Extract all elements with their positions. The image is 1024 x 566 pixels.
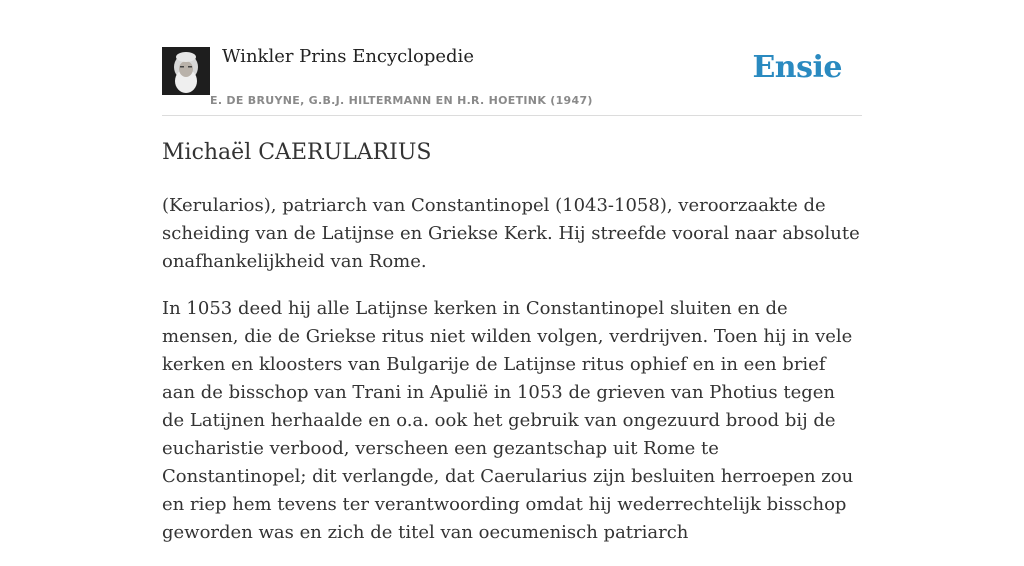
portrait-icon: [162, 47, 210, 95]
paragraph: In 1053 deed hij alle Latijnse kerken in Constantinopel sluiten en de mensen, die de Griekse ritus niet wilden volgen, verdrijven. Toen hij in vele kerken en kloosters van Bulgarije de Latijnse ritus ophief en in een brief aan de bisschop van Trani in Apulië in 1053 de grieven van Photius tegen de Latijnen herhaalde en o.a. ook het gebruik van ongezuurd brood bij de eucharistie verbood, verscheen een gezantschap uit Rome te Constantinopel; dit verlangde, dat Caerularius zijn besluiten herroepen zou en riep hem tevens ter verantwoording omdat hij wederrechtelijk bisschop geworden was en zich de titel van oecumenisch patriarch: [162, 298, 854, 543]
header: [162, 0, 862, 116]
entry-title: Michaël CAERULARIUS: [162, 140, 432, 165]
entry-body: [162, 192, 862, 566]
author-avatar[interactable]: [162, 47, 210, 95]
paragraph: (Kerularios), patriarch van Constantinopel (1043-1058), veroorzaakte de scheiding van de Latijnse en Griekse Kerk. Hij streefde vooral naar absolute onafhankelijkheid van Rome.: [162, 195, 860, 272]
book-title-link[interactable]: Winkler Prins Encyclopedie: [222, 46, 474, 67]
ensie-logo-link[interactable]: Ensie: [752, 50, 842, 85]
content-container: [162, 0, 862, 543]
authors-line: E. DE BRUYNE, G.B.J. HILTERMANN EN H.R. HOETINK (1947): [210, 94, 593, 107]
